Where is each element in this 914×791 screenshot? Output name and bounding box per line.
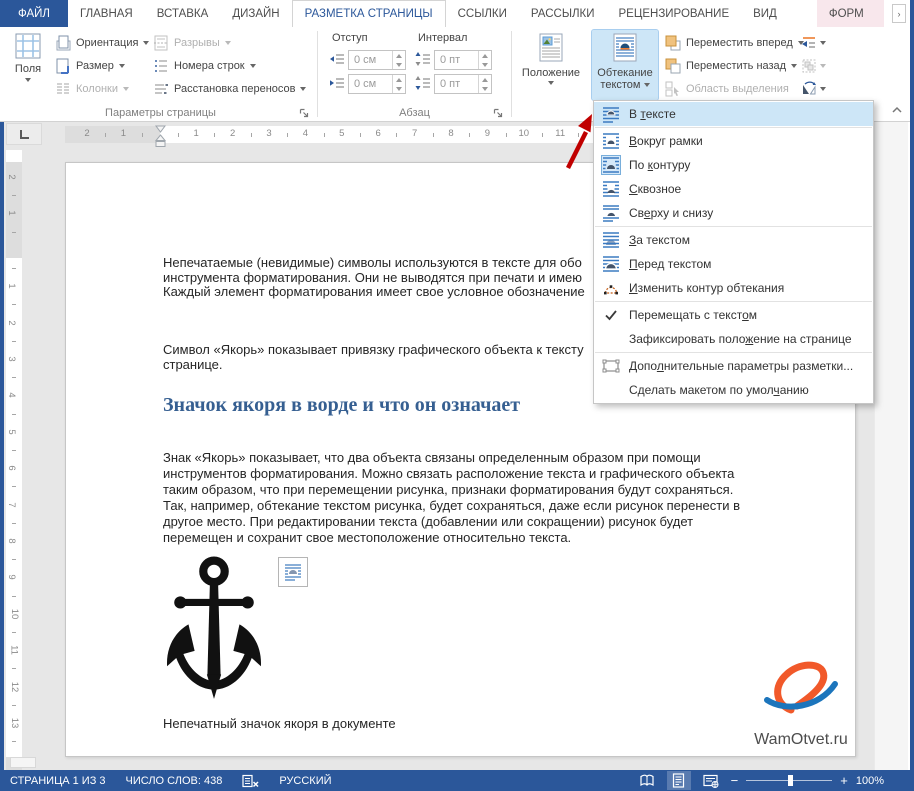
menu-item-label: По контуру bbox=[629, 158, 691, 172]
menu-item-set-as-default-layout[interactable] bbox=[594, 378, 873, 402]
empty-icon-slot bbox=[602, 381, 620, 399]
position-button[interactable] bbox=[520, 30, 582, 85]
orientation-label: Ориентация bbox=[76, 37, 139, 49]
hyphenation-label: Расстановка переносов bbox=[174, 83, 296, 95]
columns-label: Колонки bbox=[76, 83, 118, 95]
menu-item-edit-wrap-points[interactable] bbox=[594, 276, 873, 300]
tab-home[interactable]: ГЛАВНАЯ bbox=[79, 7, 133, 20]
site-logo bbox=[726, 660, 876, 749]
group-objects-button bbox=[799, 55, 829, 77]
web-layout-button[interactable] bbox=[699, 771, 723, 790]
menu-item-through[interactable] bbox=[594, 177, 873, 201]
wrap-text-button[interactable] bbox=[592, 30, 658, 100]
menu-item-label: В тексте bbox=[629, 107, 676, 121]
indent-markers[interactable] bbox=[154, 125, 167, 148]
spell-check-icon bbox=[242, 774, 259, 788]
page-number-status[interactable]: СТРАНИЦА 1 ИЗ 3 bbox=[10, 774, 106, 787]
chevron-down-icon bbox=[25, 78, 31, 82]
spacing-after-value: 0 пт bbox=[440, 78, 461, 90]
paragraph-dialog-launcher[interactable] bbox=[493, 106, 505, 118]
menu-item-label: Сквозное bbox=[629, 182, 682, 196]
horizontal-scrollbar-stub[interactable] bbox=[10, 757, 36, 768]
chevron-down-icon bbox=[119, 64, 125, 68]
columns-button bbox=[52, 78, 132, 100]
wrap-tight-icon bbox=[602, 156, 620, 174]
group-objects-icon bbox=[801, 58, 817, 74]
indent-left-icon bbox=[329, 51, 345, 67]
chevron-down-icon bbox=[820, 64, 826, 68]
status-bar-right bbox=[635, 771, 914, 790]
rotate-objects-icon bbox=[801, 81, 817, 97]
chevron-down-icon bbox=[123, 87, 129, 91]
menu-item-top-and-bottom[interactable] bbox=[594, 201, 873, 225]
tab-references[interactable]: ССЫЛКИ bbox=[457, 7, 507, 20]
print-layout-button[interactable] bbox=[667, 771, 691, 790]
columns-icon bbox=[55, 81, 71, 97]
rotate-objects-button[interactable] bbox=[799, 78, 829, 100]
indent-right-field[interactable] bbox=[348, 74, 406, 94]
align-objects-button[interactable] bbox=[799, 32, 829, 54]
menu-item-label: Изменить контур обтекания bbox=[629, 281, 785, 295]
send-backward-icon bbox=[665, 58, 681, 74]
margins-label: Поля bbox=[14, 63, 42, 75]
site-logo-icon bbox=[761, 660, 841, 724]
wrap-behind-icon bbox=[602, 231, 620, 249]
web-layout-icon bbox=[703, 774, 719, 788]
wrap-text-label: Обтекание текстом bbox=[597, 67, 653, 91]
zoom-in-button[interactable]: + bbox=[840, 773, 848, 788]
send-backward-button[interactable] bbox=[662, 55, 800, 77]
line-numbers-label: Номера строк bbox=[174, 60, 245, 72]
print-layout-icon bbox=[672, 773, 685, 788]
checkmark-icon bbox=[602, 306, 620, 324]
menu-separator bbox=[595, 226, 872, 227]
chevron-down-icon bbox=[250, 64, 256, 68]
line-numbers-icon bbox=[153, 58, 169, 74]
h-ruler[interactable]: 2 1 1 2 3 4 5 6 7 8 9 10 11 bbox=[65, 126, 856, 143]
group-paragraph bbox=[318, 27, 511, 121]
zoom-slider-thumb[interactable] bbox=[788, 775, 793, 786]
tab-design[interactable]: ДИЗАЙН bbox=[232, 7, 280, 20]
send-backward-label: Переместить назад bbox=[686, 60, 787, 72]
menu-item-label: За текстом bbox=[629, 233, 690, 247]
wrap-square-icon bbox=[602, 132, 620, 150]
position-icon bbox=[537, 33, 565, 63]
breaks-label: Разрывы bbox=[174, 37, 220, 49]
menu-item-label: Перед текстом bbox=[629, 257, 712, 271]
menu-item-square[interactable] bbox=[594, 129, 873, 153]
indent-left-spinner[interactable] bbox=[392, 51, 405, 69]
spacing-before-spinner[interactable] bbox=[478, 51, 491, 69]
menu-separator bbox=[595, 127, 872, 128]
zoom-slider[interactable] bbox=[746, 780, 832, 781]
spacing-label: Интервал bbox=[418, 32, 468, 44]
spacing-before-value: 0 пт bbox=[440, 54, 461, 66]
indent-right-value: 0 см bbox=[354, 78, 377, 90]
group-page-setup bbox=[4, 27, 317, 121]
menu-item-label: Сделать макетом по умолчанию bbox=[629, 383, 809, 397]
status-bar-left bbox=[0, 774, 332, 788]
tab-stop-selector[interactable] bbox=[6, 123, 42, 145]
wrap-in-front-icon bbox=[602, 255, 620, 273]
margins-button[interactable] bbox=[6, 30, 50, 82]
hyphenation-icon bbox=[153, 81, 169, 97]
empty-icon-slot bbox=[602, 330, 620, 348]
v-ruler[interactable]: 2 1 1 2 3 4 5 6 7 8 9 10 11 12 13 bbox=[6, 150, 22, 770]
callout-arrow bbox=[556, 104, 604, 176]
text-wrap-menu bbox=[593, 100, 874, 404]
menu-separator bbox=[595, 352, 872, 353]
page-setup-dialog-launcher[interactable] bbox=[299, 106, 311, 118]
wrap-through-icon bbox=[602, 180, 620, 198]
menu-item-label: Сверху и снизу bbox=[629, 206, 714, 220]
layout-options-icon bbox=[283, 562, 303, 582]
status-bar bbox=[0, 770, 914, 791]
read-mode-button[interactable] bbox=[635, 771, 659, 790]
tab-insert[interactable]: ВСТАВКА bbox=[156, 7, 209, 20]
tab-mailings[interactable]: РАССЫЛКИ bbox=[530, 7, 595, 20]
menu-item-tight[interactable] bbox=[594, 153, 873, 177]
selection-pane-label: Область выделения bbox=[686, 83, 789, 95]
menu-separator bbox=[595, 301, 872, 302]
chevron-down-icon bbox=[548, 81, 554, 85]
spacing-before-field[interactable] bbox=[434, 50, 492, 70]
indent-left-field[interactable] bbox=[348, 50, 406, 70]
ribbon-tabs bbox=[0, 0, 914, 27]
menu-item-label: Вокруг рамки bbox=[629, 134, 703, 148]
align-objects-icon bbox=[801, 35, 817, 51]
image-caption: Непечатный значок якоря в документе bbox=[163, 716, 396, 731]
line-numbers-button[interactable] bbox=[150, 55, 259, 77]
h-ruler-margin-zone bbox=[65, 126, 160, 143]
collapse-ribbon-button[interactable] bbox=[888, 102, 906, 118]
zoom-out-button[interactable]: − bbox=[730, 773, 739, 788]
tab-format-contextual[interactable]: ФОРМ bbox=[817, 0, 884, 27]
tab-file[interactable]: ФАЙЛ bbox=[0, 0, 68, 27]
site-logo-text: WamOtvet.ru bbox=[754, 731, 848, 748]
menu-item-in-front-of-text[interactable] bbox=[594, 252, 873, 276]
read-mode-icon bbox=[639, 774, 655, 787]
breaks-button bbox=[150, 32, 234, 54]
tab-page-layout[interactable]: РАЗМЕТКА СТРАНИЦЫ bbox=[292, 0, 446, 27]
wrap-inline-icon bbox=[602, 105, 620, 123]
chevron-down-icon bbox=[644, 83, 650, 87]
paragraph-2: Символ «Якорь» показывает привязку графического объекта к тексту странице. bbox=[163, 342, 584, 372]
bring-forward-label: Переместить вперед bbox=[686, 37, 793, 49]
zoom-level[interactable]: 100% bbox=[855, 774, 884, 787]
margins-icon bbox=[15, 33, 41, 59]
indent-label: Отступ bbox=[332, 32, 368, 44]
hyphenation-button[interactable] bbox=[150, 78, 309, 100]
menu-item-move-with-text[interactable] bbox=[594, 303, 873, 327]
tab-stop-icon bbox=[20, 130, 29, 139]
layout-options-button[interactable] bbox=[278, 557, 308, 587]
menu-item-fix-position-on-page[interactable] bbox=[594, 327, 873, 351]
bring-forward-button[interactable] bbox=[662, 32, 807, 54]
spacing-after-spinner[interactable] bbox=[478, 75, 491, 93]
page-break-icon bbox=[153, 35, 169, 51]
chevron-down-icon bbox=[820, 87, 826, 91]
spacing-after-field[interactable] bbox=[434, 74, 492, 94]
indent-left-value: 0 см bbox=[354, 54, 377, 66]
chevron-down-icon bbox=[791, 64, 797, 68]
spacing-after-icon bbox=[415, 75, 431, 91]
indent-right-icon bbox=[329, 75, 345, 91]
window-left-edge bbox=[0, 122, 4, 770]
wrap-top-bottom-icon bbox=[602, 204, 620, 222]
indent-right-spinner[interactable] bbox=[392, 75, 405, 93]
menu-item-label: Зафиксировать положение на странице bbox=[629, 332, 852, 346]
window-right-edge bbox=[910, 0, 914, 770]
menu-item-label: Перемещать с текстом bbox=[629, 308, 757, 322]
selection-pane-button bbox=[662, 78, 792, 100]
menu-item-in-line-with-text[interactable] bbox=[594, 102, 873, 126]
bring-forward-icon bbox=[665, 35, 681, 51]
menu-item-more-layout-options[interactable] bbox=[594, 354, 873, 378]
orientation-icon bbox=[55, 35, 71, 51]
spell-check-status[interactable] bbox=[242, 774, 259, 788]
position-label: Положение bbox=[521, 67, 581, 79]
chevron-down-icon bbox=[225, 41, 231, 45]
chevron-down-icon bbox=[820, 41, 826, 45]
vertical-scrollbar[interactable] bbox=[874, 122, 908, 770]
tab-review[interactable]: РЕЦЕНЗИРОВАНИЕ bbox=[618, 7, 730, 20]
group-label-paragraph: Абзац bbox=[399, 107, 430, 119]
word-count-status[interactable]: ЧИСЛО СЛОВ: 438 bbox=[125, 774, 223, 787]
anchor-image[interactable] bbox=[163, 556, 265, 706]
wrap-text-icon bbox=[611, 33, 639, 63]
paragraph-3: Знак «Якорь» показывает, что два объекта связаны определенным образом при помощи инструментов форматирования. Можно связать расположение текста и графического объекта таким образом, что при перемещении рисунка, признаки форматирования будут сохраняться. Так, например, обтекание текстом рисунка, будет сохраняться, даже если рисунок перенести в другое место. При редактировании текста (добавлении или сокращении) рисунок будет перемещен и сохранит свое местоположение относительно текста. bbox=[163, 450, 741, 545]
paragraph-1: Непечатаемые (невидимые) символы используются в тексте для обо инструмента форматирования. Они не выводятся при печати и имею Каждый элемент форматирования имеет свое условное обозначение bbox=[163, 255, 585, 300]
document-heading: Значок якоря в ворде и что он означает bbox=[163, 394, 521, 416]
spacing-before-icon bbox=[415, 51, 431, 67]
chevron-down-icon bbox=[300, 87, 306, 91]
selection-pane-icon bbox=[665, 81, 681, 97]
group-label-page-setup: Параметры страницы bbox=[105, 107, 216, 119]
chevron-down-icon bbox=[143, 41, 149, 45]
edit-wrap-points-icon bbox=[602, 279, 620, 297]
page-size-icon bbox=[55, 58, 71, 74]
size-label: Размер bbox=[76, 60, 114, 72]
language-status[interactable]: РУССКИЙ bbox=[279, 774, 332, 787]
layout-dialog-icon bbox=[602, 357, 620, 375]
size-button[interactable] bbox=[52, 55, 128, 77]
tab-scroll-right-button[interactable]: › bbox=[892, 4, 906, 23]
tab-view[interactable]: ВИД bbox=[753, 7, 777, 20]
menu-item-label: Дополнительные параметры разметки... bbox=[629, 359, 854, 373]
menu-item-behind-text[interactable] bbox=[594, 228, 873, 252]
orientation-button[interactable] bbox=[52, 32, 152, 54]
